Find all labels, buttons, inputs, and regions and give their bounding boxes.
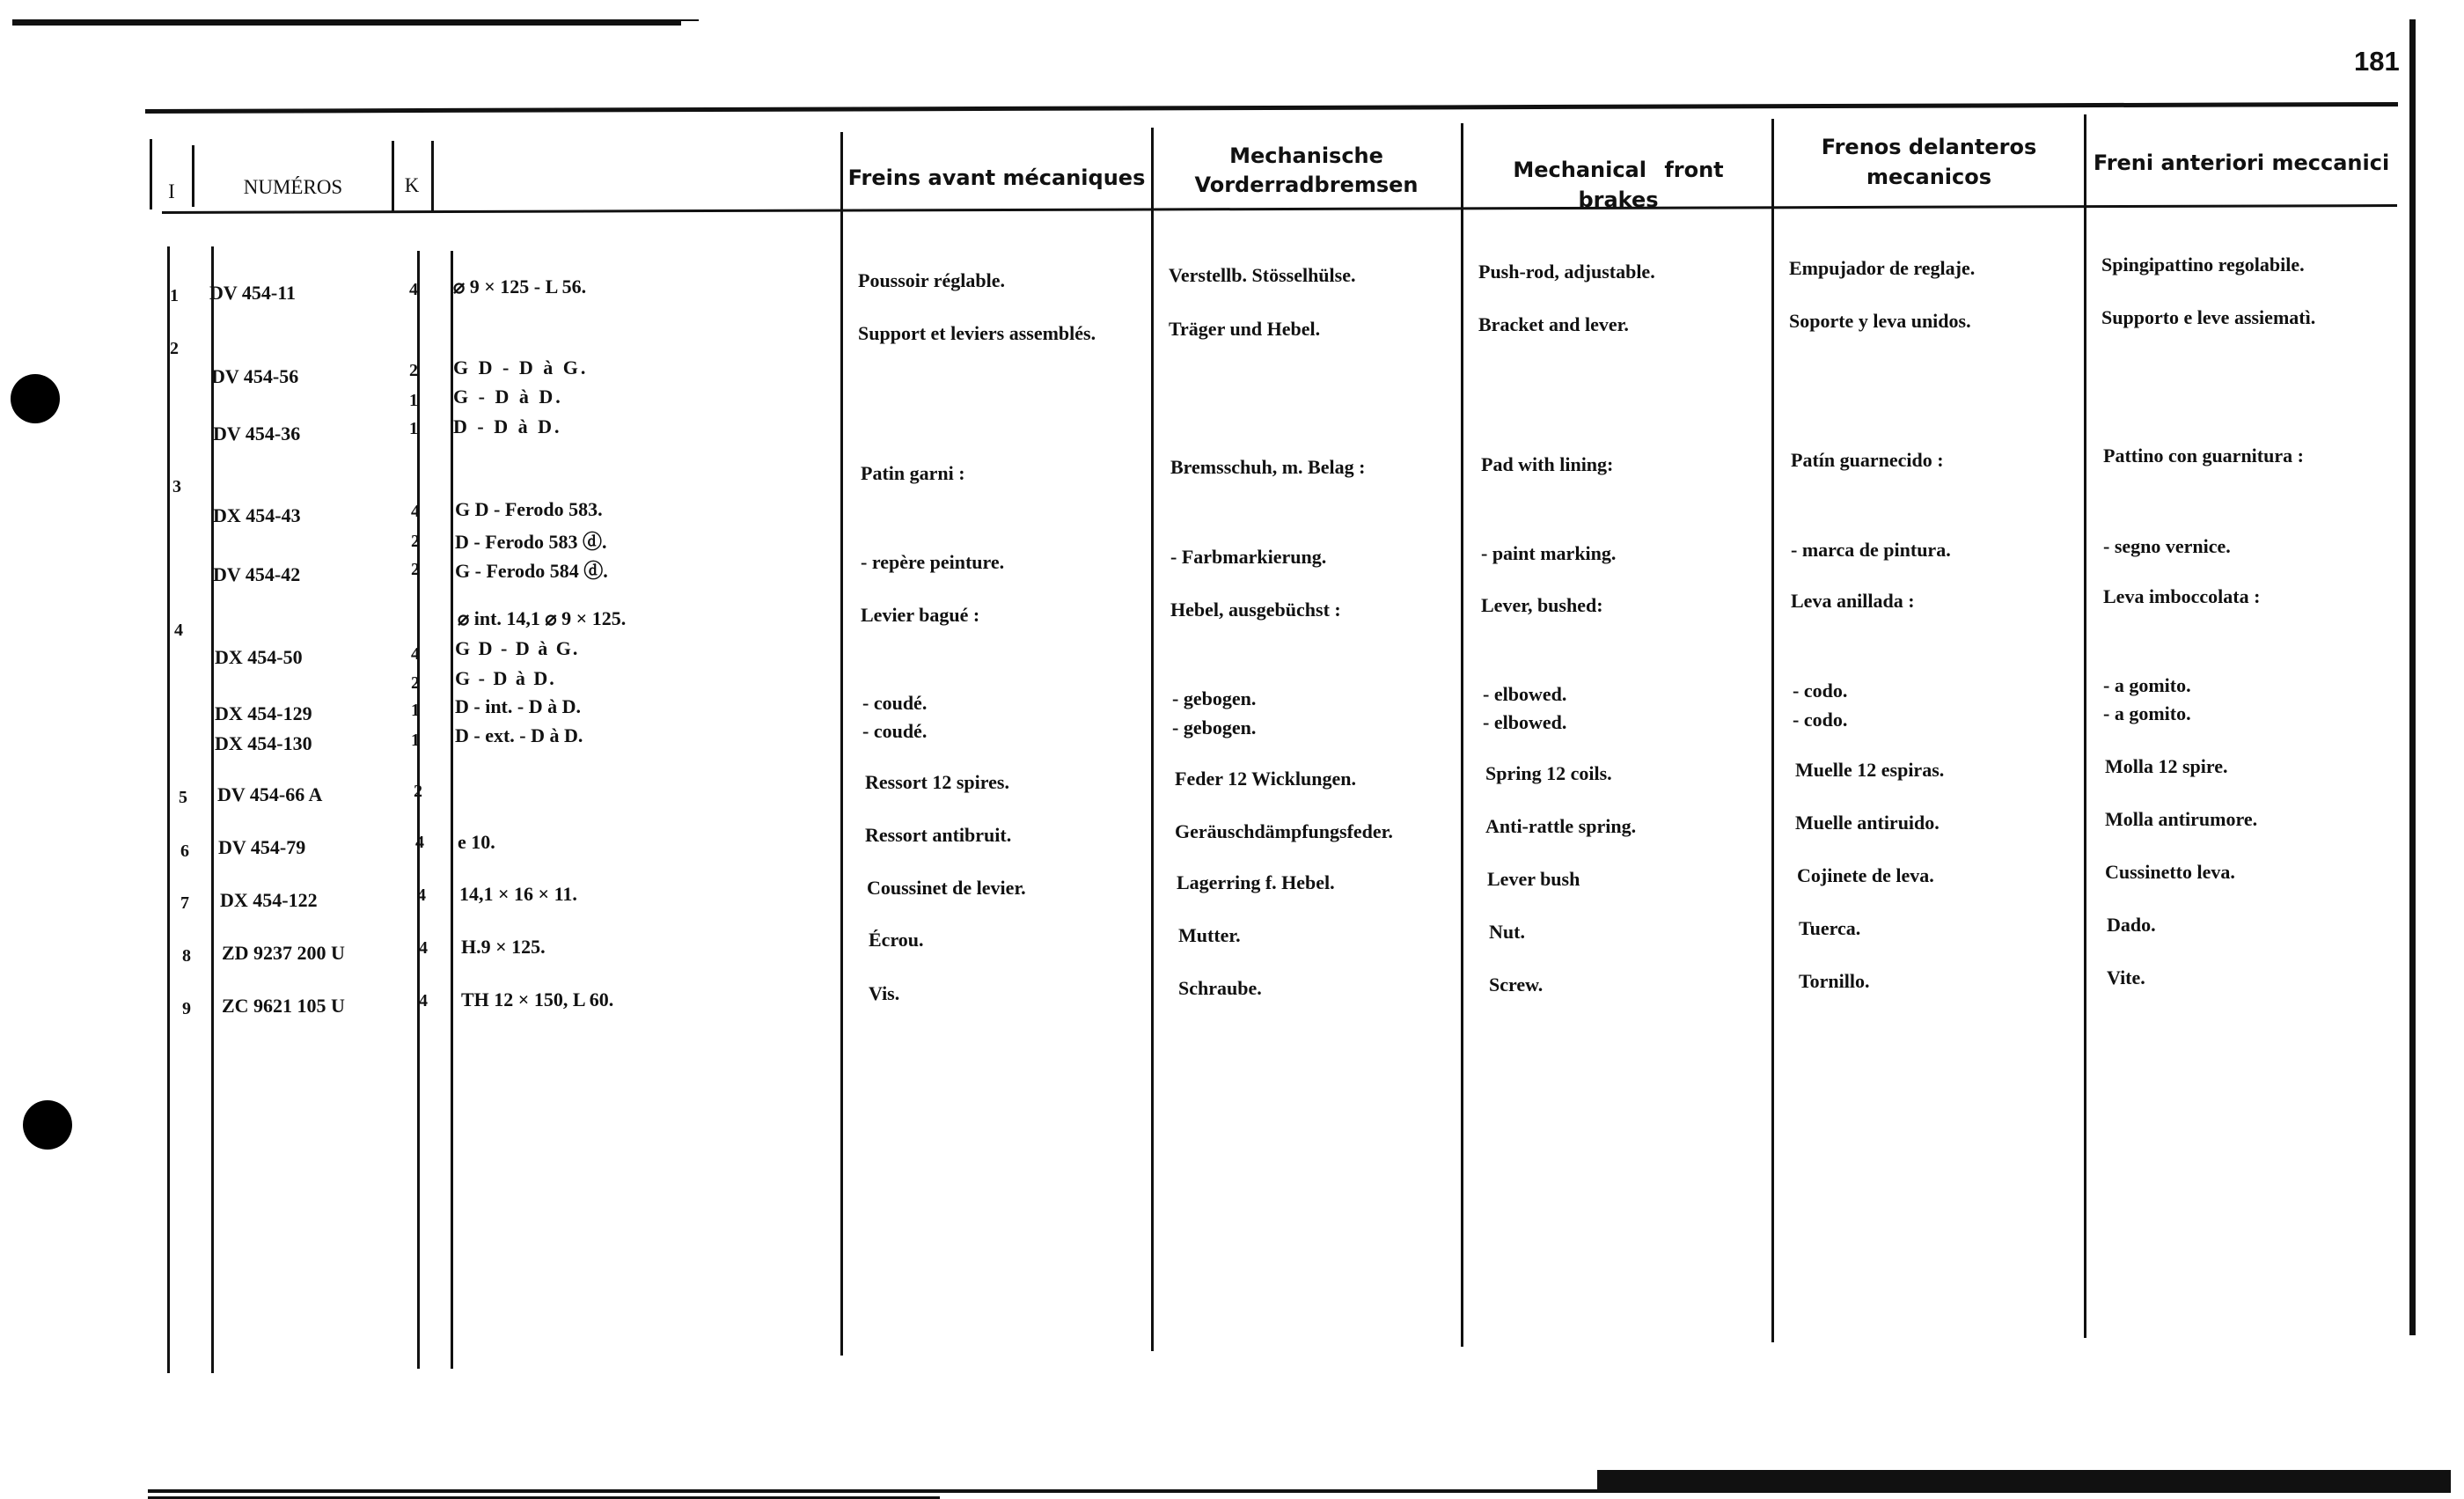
quantity: 2	[411, 532, 420, 551]
quantity: 2	[409, 361, 418, 380]
desc-it: Spingipattino regolabile.	[2101, 254, 2305, 276]
spec: G - D à D.	[453, 386, 563, 408]
row-index: 9	[182, 999, 191, 1018]
part-number: DX 454-130	[215, 732, 312, 754]
part-number: DV 454-79	[218, 836, 306, 858]
desc-es: Patín guarnecido :	[1791, 449, 1944, 471]
desc-it: Cussinetto leva.	[2105, 861, 2235, 883]
spec: e 10.	[458, 831, 495, 853]
desc-it: Dado.	[2107, 914, 2156, 936]
spec: H.9 × 125.	[461, 936, 546, 958]
desc-fr: Écrou.	[869, 929, 924, 951]
quantity: 1	[411, 701, 420, 720]
desc-de: - gebogen.	[1172, 716, 1257, 738]
right-rule	[2409, 19, 2416, 1335]
part-number: DV 454-11	[209, 282, 296, 304]
desc-en: - elbowed.	[1483, 711, 1567, 733]
part-number: DX 454-50	[215, 646, 303, 668]
desc-de: - gebogen.	[1172, 687, 1257, 709]
desc-fr: Patin garni :	[861, 462, 965, 484]
table-top-border	[145, 102, 2398, 114]
header-en: Mechanical front brakes	[1513, 158, 1724, 212]
part-number: DX 454-129	[215, 702, 312, 724]
desc-es: Muelle 12 espiras.	[1795, 759, 1945, 781]
desc-es: Leva anillada :	[1791, 590, 1915, 612]
desc-fr: Coussinet de levier.	[867, 877, 1026, 899]
header-de-2: Vorderradbremsen	[1194, 173, 1419, 197]
desc-fr: Levier bagué :	[861, 604, 980, 626]
desc-it: - segno vernice.	[2103, 535, 2231, 557]
col-line-1	[192, 145, 194, 207]
desc-fr: Ressort antibruit.	[865, 824, 1012, 846]
quantity: 4	[419, 938, 428, 958]
desc-it: - a gomito.	[2103, 674, 2191, 696]
spec: G - Ferodo 584 ⓓ.	[455, 560, 608, 582]
row-index: 4	[174, 621, 183, 640]
desc-en: Bracket and lever.	[1478, 313, 1629, 335]
desc-de: Verstellb. Stösselhülse.	[1169, 264, 1356, 286]
desc-fr: - coudé.	[862, 720, 928, 742]
quantity: 4	[415, 833, 424, 852]
spec: G - D à D.	[455, 667, 556, 689]
spec: G D - D à G.	[455, 637, 580, 659]
part-number: DV 454-56	[211, 365, 299, 387]
col-line-0b	[167, 246, 170, 1373]
part-number: DV 454-42	[213, 563, 301, 585]
quantity: 1	[411, 731, 420, 750]
desc-de: Schraube.	[1178, 977, 1262, 999]
part-number: DV 454-66 A	[217, 783, 323, 805]
punch-hole-bottom	[23, 1100, 72, 1150]
desc-de: Geräuschdämpfungsfeder.	[1175, 820, 1393, 842]
desc-en: Anti-rattle spring.	[1485, 815, 1637, 837]
row-index: 8	[182, 946, 191, 966]
desc-fr: Poussoir réglable.	[858, 269, 1006, 291]
punch-hole-top	[11, 374, 60, 423]
desc-es: Muelle antiruido.	[1795, 812, 1940, 834]
desc-en: - paint marking.	[1481, 542, 1617, 564]
desc-de: Träger und Hebel.	[1169, 318, 1321, 340]
header-index: I	[168, 180, 175, 202]
quantity: 4	[411, 644, 420, 664]
col-line-5	[1151, 128, 1154, 1351]
desc-en: Lever bush	[1487, 868, 1580, 890]
desc-it: - a gomito.	[2103, 702, 2191, 724]
spec: D - ext. - D à D.	[455, 724, 583, 746]
quantity: 4	[411, 502, 420, 521]
desc-it: Molla antirumore.	[2105, 808, 2258, 830]
col-line-4	[840, 132, 843, 1356]
part-number: DV 454-36	[213, 423, 301, 445]
bottom-rule	[1597, 1470, 2451, 1493]
desc-it: Molla 12 spire.	[2105, 755, 2228, 777]
desc-it: Supporto e leve assiematì.	[2101, 306, 2316, 328]
header-qty: K	[404, 174, 420, 196]
col-line-1b	[211, 246, 214, 1373]
quantity: 4	[417, 885, 426, 905]
spec: G D - D à G.	[453, 356, 589, 378]
desc-es: - codo.	[1793, 680, 1848, 702]
desc-it: Pattino con guarnitura :	[2103, 445, 2304, 467]
part-number: ZD 9237 200 U	[222, 942, 345, 964]
bottom-rule-mid	[148, 1489, 1600, 1493]
desc-en: Nut.	[1489, 921, 1525, 943]
desc-de: Lagerring f. Hebel.	[1177, 871, 1335, 893]
desc-es: Empujador de reglaje.	[1789, 257, 1976, 279]
header-bottom-border	[162, 204, 2397, 214]
spec: ⌀ int. 14,1 ⌀ 9 × 125.	[458, 607, 627, 629]
header-es-2: mecanicos	[1866, 165, 1992, 189]
spec: D - Ferodo 583 ⓓ.	[455, 531, 607, 553]
desc-de: Hebel, ausgebüchst :	[1170, 599, 1341, 621]
quantity: 1	[409, 419, 418, 438]
quantity: 4	[419, 991, 428, 1010]
desc-it: Vite.	[2107, 966, 2145, 988]
quantity: 2	[414, 782, 422, 801]
header-de-1: Mechanische	[1229, 143, 1383, 168]
desc-es: Tornillo.	[1799, 970, 1870, 992]
desc-en: - elbowed.	[1483, 683, 1567, 705]
row-index: 7	[180, 893, 189, 913]
desc-es: - codo.	[1793, 709, 1848, 731]
desc-de: Bremsschuh, m. Belag :	[1170, 456, 1366, 478]
quantity: 2	[411, 673, 420, 693]
spec: D - D à D.	[453, 415, 562, 437]
row-index: 3	[172, 477, 181, 496]
col-line-6	[1461, 123, 1463, 1347]
top-rule-thin	[12, 19, 699, 21]
desc-es: Tuerca.	[1799, 917, 1861, 939]
desc-de: - Farbmarkierung.	[1170, 546, 1327, 568]
col-line-3	[431, 141, 434, 211]
row-index: 5	[179, 788, 187, 807]
part-number: ZC 9621 105 U	[222, 995, 345, 1017]
header-es-1: Frenos delanteros	[1821, 135, 2037, 159]
row-index: 1	[170, 286, 179, 305]
desc-fr: Support et leviers assemblés.	[858, 322, 1096, 344]
desc-en: Push-rod, adjustable.	[1478, 261, 1655, 283]
header-fr: Freins avant mécaniques	[847, 165, 1146, 190]
spec: D - int. - D à D.	[455, 695, 581, 717]
desc-es: Cojinete de leva.	[1797, 864, 1934, 886]
desc-de: Mutter.	[1178, 924, 1241, 946]
row-index: 2	[170, 339, 179, 358]
desc-de: Feder 12 Wicklungen.	[1175, 768, 1356, 790]
spec: ⌀ 9 × 125 - L 56.	[453, 276, 587, 298]
quantity: 4	[409, 280, 418, 299]
col-line-8	[2084, 114, 2086, 1338]
desc-en: Pad with lining:	[1481, 453, 1614, 475]
desc-fr: Vis.	[869, 982, 900, 1004]
desc-es: Soporte y leva unidos.	[1789, 310, 1971, 332]
desc-en: Screw.	[1489, 974, 1544, 996]
spec: 14,1 × 16 × 11.	[459, 883, 577, 905]
desc-fr: - coudé.	[862, 692, 928, 714]
quantity: 1	[409, 391, 418, 410]
header-numbers: NUMÉROS	[243, 176, 343, 198]
col-line-7	[1771, 119, 1774, 1342]
desc-fr: Ressort 12 spires.	[865, 771, 1009, 793]
header-it: Freni anteriori meccanici	[2093, 151, 2390, 175]
spec: TH 12 × 150, L 60.	[461, 988, 614, 1010]
part-number: DX 454-122	[220, 889, 318, 911]
desc-en: Spring 12 coils.	[1485, 762, 1612, 784]
spec: G D - Ferodo 583.	[455, 498, 603, 520]
desc-en: Lever, bushed:	[1481, 594, 1603, 616]
desc-it: Leva imboccolata :	[2103, 585, 2261, 607]
quantity: 2	[411, 560, 420, 579]
row-index: 6	[180, 841, 189, 861]
desc-es: - marca de pintura.	[1791, 539, 1951, 561]
desc-fr: - repère peinture.	[861, 551, 1005, 573]
part-number: DX 454-43	[213, 504, 301, 526]
page-number: 181	[2354, 46, 2400, 77]
